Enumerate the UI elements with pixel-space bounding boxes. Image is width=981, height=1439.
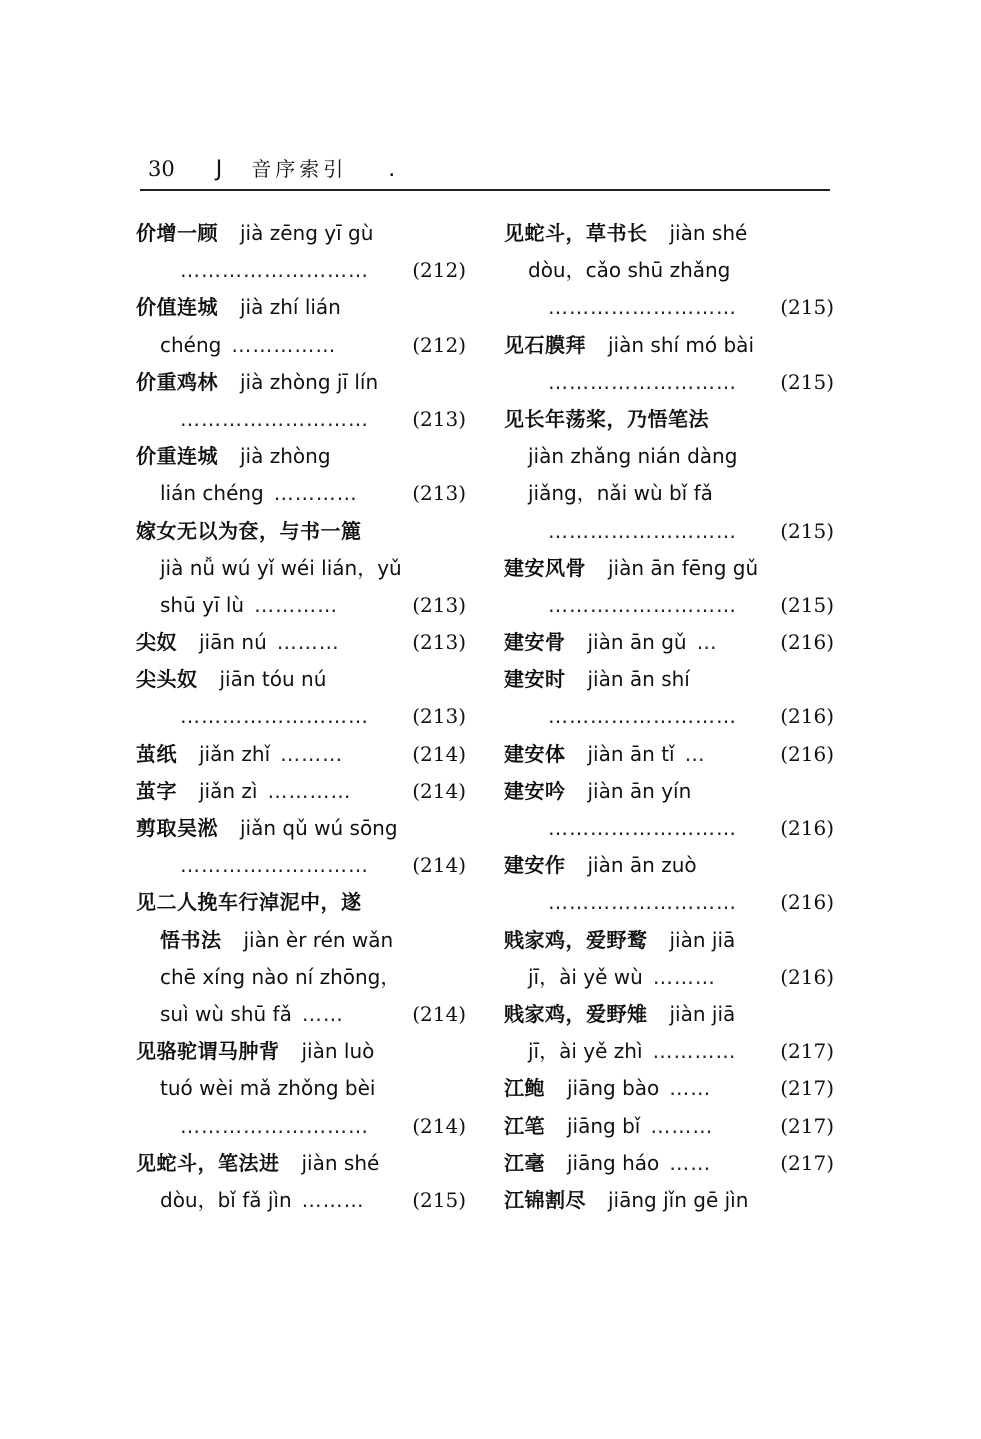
entry-line xyxy=(136,1070,466,1107)
entry-line xyxy=(504,364,834,401)
entry-headword: 建安体 xyxy=(504,741,566,766)
entry-pinyin: jiàn ān fēng gǔ xyxy=(608,555,759,580)
entry-line xyxy=(504,773,834,810)
entry-line xyxy=(136,1033,466,1070)
entry-line xyxy=(504,847,834,884)
entry-line xyxy=(136,810,466,847)
entry-headword: 贱家鸡，爱野鹜 xyxy=(504,927,648,952)
entry-headword: 江毫 xyxy=(504,1150,545,1175)
entry-pinyin: chē xíng nào ní zhōng， xyxy=(160,964,401,989)
leader-dots: ……………………… xyxy=(548,890,737,915)
leader-dots: ……………………… xyxy=(180,853,369,878)
entry-pinyin: jià zēng yī gù xyxy=(240,221,374,245)
entry-pinyin: jiǎng，nǎi wù bǐ fǎ xyxy=(528,481,713,506)
page-reference: (216) xyxy=(780,964,834,989)
entry-line xyxy=(136,475,466,512)
entry-headword: 建安吟 xyxy=(504,778,566,803)
entry-pinyin: shū yī lù xyxy=(160,592,245,617)
entry-line xyxy=(136,513,466,550)
entry-line xyxy=(136,847,466,884)
entry-line xyxy=(136,215,466,252)
entry-pinyin: jiāng bǐ xyxy=(567,1113,641,1138)
entry-pinyin: jiān nú xyxy=(199,630,267,655)
index-entry xyxy=(504,1070,834,1107)
index-entry xyxy=(136,884,466,1033)
page-reference: (214) xyxy=(412,1001,466,1026)
entry-pinyin: jiàn shí mó bài xyxy=(608,332,754,357)
entry-line xyxy=(136,736,466,773)
leader-dots: ……… xyxy=(652,964,716,989)
leader-dots: ………… xyxy=(273,481,358,506)
entry-headword: 贱家鸡，爱野雉 xyxy=(504,1001,648,1026)
index-entry xyxy=(504,773,834,847)
entry-line xyxy=(136,327,466,364)
entry-headword: 价重鸡林 xyxy=(136,369,218,394)
entry-pinyin: jiàn zhǎng nián dàng xyxy=(528,444,738,469)
entry-headword: 建安时 xyxy=(504,667,566,692)
page-reference: (213) xyxy=(412,406,466,431)
entry-line xyxy=(136,1108,466,1145)
page-reference: (214) xyxy=(412,741,466,766)
page-reference: (215) xyxy=(412,1187,466,1212)
entry-pinyin: jiàn ān gǔ xyxy=(587,630,687,655)
entry-line xyxy=(136,252,466,289)
entry-line xyxy=(504,884,834,921)
entry-headword: 茧纸 xyxy=(136,741,177,766)
entry-pinyin: jiǎn zhǐ xyxy=(199,741,271,766)
entry-headword: 悟书法 xyxy=(160,927,222,952)
entry-pinyin: jià zhòng xyxy=(240,444,331,469)
page-reference: (215) xyxy=(780,295,834,320)
page-reference: (213) xyxy=(412,704,466,729)
entry-pinyin: jī，ài yě zhì xyxy=(528,1039,643,1064)
leader-dots: ……… xyxy=(301,1187,365,1212)
entry-line xyxy=(136,1182,466,1219)
page-reference: (215) xyxy=(780,518,834,543)
entry-headword: 尖奴 xyxy=(136,630,177,655)
entry-pinyin: jià nǚ wú yǐ wéi lián，yǔ xyxy=(160,555,402,580)
page-reference: (217) xyxy=(780,1150,834,1175)
entry-line xyxy=(136,364,466,401)
index-entry xyxy=(504,661,834,735)
entry-line xyxy=(504,438,834,475)
page-reference: (217) xyxy=(780,1113,834,1138)
leader-dots: ……………………… xyxy=(180,1113,369,1138)
entry-line xyxy=(504,1070,834,1107)
leader-dots: ……………………… xyxy=(180,704,369,729)
index-entry xyxy=(136,624,466,661)
page-reference: (213) xyxy=(412,630,466,655)
entry-pinyin: jiàn ān shí xyxy=(587,667,690,692)
index-entry xyxy=(504,922,834,996)
entry-line xyxy=(136,550,466,587)
entry-line xyxy=(504,513,834,550)
section-letter: J xyxy=(215,157,223,182)
entry-pinyin: jiǎn zì xyxy=(199,778,258,803)
entry-pinyin: jiàn jiā xyxy=(669,927,736,952)
entry-line xyxy=(504,922,834,959)
entry-headword: 建安作 xyxy=(504,853,566,878)
entry-headword: 江笔 xyxy=(504,1113,545,1138)
entry-line xyxy=(136,401,466,438)
page-reference: (216) xyxy=(780,630,834,655)
entry-pinyin: jiàn ān tǐ xyxy=(587,741,675,766)
index-entry xyxy=(504,1182,834,1219)
leader-dots: ……………………… xyxy=(548,518,737,543)
leader-dots: ………… xyxy=(267,778,352,803)
page-reference: (215) xyxy=(780,369,834,394)
leader-dots: ……………………… xyxy=(548,704,737,729)
entry-line xyxy=(504,587,834,624)
entry-pinyin: jiàn èr rén wǎn xyxy=(243,927,394,952)
section-title: 音序索引 xyxy=(251,157,348,181)
leader-dots: ………… xyxy=(652,1039,737,1064)
entry-line xyxy=(504,550,834,587)
index-entry xyxy=(136,438,466,512)
entry-line xyxy=(136,922,466,959)
entry-pinyin: jī，ài yě wù xyxy=(528,964,643,989)
index-entry xyxy=(504,1108,834,1145)
entry-line xyxy=(504,289,834,326)
page-header xyxy=(148,152,395,187)
entry-pinyin: chéng xyxy=(160,332,222,357)
page-reference: (214) xyxy=(412,853,466,878)
entry-headword: 茧字 xyxy=(136,778,177,803)
leader-dots: …… xyxy=(301,1001,344,1026)
entry-line xyxy=(504,959,834,996)
entry-headword: 见二人挽车行淖泥中，遂 xyxy=(136,890,362,915)
entry-line xyxy=(504,698,834,735)
entry-line xyxy=(136,624,466,661)
entry-headword: 见石膜拜 xyxy=(504,332,586,357)
entry-pinyin: jiàn ān yín xyxy=(587,778,692,803)
page-reference: (216) xyxy=(780,890,834,915)
entry-line xyxy=(136,438,466,475)
index-entry xyxy=(136,661,466,735)
leader-dots: ……… xyxy=(276,630,340,655)
entry-line xyxy=(504,1182,834,1219)
entry-line xyxy=(136,773,466,810)
leader-dots: ……………………… xyxy=(180,258,369,283)
index-entry xyxy=(136,364,466,438)
index-entry xyxy=(504,215,834,327)
entry-line xyxy=(504,1108,834,1145)
entry-headword: 价重连城 xyxy=(136,444,218,469)
entry-line xyxy=(504,624,834,661)
entry-headword: 嫁女无以为奁，与书一簏 xyxy=(136,518,362,543)
entry-pinyin: jià zhí lián xyxy=(240,295,341,320)
page-reference: (215) xyxy=(780,592,834,617)
page-reference: (216) xyxy=(780,704,834,729)
leader-dots: ……………………… xyxy=(548,816,737,840)
leader-dots: …… xyxy=(669,1150,712,1175)
leader-dots: ……………………… xyxy=(548,295,737,320)
index-entry xyxy=(136,513,466,625)
entry-pinyin: jiāng jǐn gē jìn xyxy=(608,1187,749,1212)
index-entry xyxy=(504,401,834,550)
entry-pinyin: tuó wèi mǎ zhǒng bèi xyxy=(160,1076,376,1101)
page-reference: (214) xyxy=(412,1113,466,1138)
entry-line xyxy=(136,884,466,921)
entry-pinyin: jiàn ān zuò xyxy=(587,853,697,878)
entry-pinyin: dòu，bǐ fǎ jìn xyxy=(160,1187,292,1212)
entry-line xyxy=(504,996,834,1033)
index-entry xyxy=(504,736,834,773)
page-reference: (216) xyxy=(780,741,834,766)
index-entry xyxy=(136,289,466,363)
entry-headword: 剪取吴淞 xyxy=(136,816,218,840)
entry-line xyxy=(136,289,466,326)
leader-dots: ………… xyxy=(254,592,339,617)
entry-line xyxy=(136,996,466,1033)
index-entry xyxy=(136,1033,466,1145)
index-entry xyxy=(136,1145,466,1219)
index-entry xyxy=(136,215,466,289)
entry-line xyxy=(504,401,834,438)
index-entry xyxy=(136,810,466,884)
page-reference: (212) xyxy=(412,258,466,283)
index-entry xyxy=(504,1145,834,1182)
entry-line xyxy=(504,810,834,847)
entry-headword: 见骆驼谓马肿背 xyxy=(136,1039,280,1064)
entry-pinyin: jiàn luò xyxy=(301,1039,375,1064)
leader-dots: … xyxy=(684,741,706,766)
entry-pinyin: lián chéng xyxy=(160,481,264,506)
entry-line xyxy=(504,475,834,512)
entry-line xyxy=(504,327,834,364)
entry-headword: 价值连城 xyxy=(136,295,218,320)
entry-headword: 建安风骨 xyxy=(504,555,586,580)
leader-dots: ……… xyxy=(650,1113,714,1138)
leader-dots: ……………………… xyxy=(180,406,369,431)
entry-line xyxy=(504,252,834,289)
entry-line xyxy=(504,1033,834,1070)
entry-line xyxy=(136,661,466,698)
leader-dots: ……………………… xyxy=(548,369,737,394)
leader-dots: … xyxy=(696,630,718,655)
entry-headword: 价增一顾 xyxy=(136,221,218,245)
entry-pinyin: dòu，cǎo shū zhǎng xyxy=(528,258,731,283)
page-reference: (213) xyxy=(412,481,466,506)
entry-line xyxy=(136,698,466,735)
page-number: 30 xyxy=(148,157,175,181)
entry-line xyxy=(136,959,466,996)
entry-headword: 江锦割尽 xyxy=(504,1187,586,1212)
entry-pinyin: jià zhòng jī lín xyxy=(240,369,379,394)
page-reference: (214) xyxy=(412,778,466,803)
entry-pinyin: jiàn jiā xyxy=(669,1001,736,1026)
header-rule xyxy=(140,189,830,191)
entry-line xyxy=(136,1145,466,1182)
entry-pinyin: jiàn shé xyxy=(301,1150,380,1175)
entry-pinyin: jiǎn qǔ wú sōng xyxy=(240,816,398,840)
entry-pinyin: suì wù shū fǎ xyxy=(160,1001,292,1026)
leader-dots: …………… xyxy=(231,332,337,357)
entry-headword: 见蛇斗，笔法进 xyxy=(136,1150,280,1175)
right-column xyxy=(504,215,834,1219)
entry-headword: 江鲍 xyxy=(504,1076,545,1101)
entry-line xyxy=(504,1145,834,1182)
index-entry xyxy=(504,624,834,661)
page-reference: (213) xyxy=(412,592,466,617)
entry-headword: 建安骨 xyxy=(504,630,566,655)
entry-line xyxy=(504,661,834,698)
index-entry xyxy=(504,996,834,1070)
entry-pinyin: jiāng háo xyxy=(567,1150,660,1175)
entry-headword: 见蛇斗，草书长 xyxy=(504,221,648,245)
entry-pinyin: jiān tóu nú xyxy=(219,667,327,692)
entry-line xyxy=(504,736,834,773)
entry-headword: 见长年荡桨，乃悟笔法 xyxy=(504,406,709,431)
leader-dots: ……… xyxy=(280,741,344,766)
leader-dots: …… xyxy=(669,1076,712,1101)
header-mark: . xyxy=(388,157,396,182)
index-entry xyxy=(136,773,466,810)
index-entry xyxy=(504,847,834,921)
entry-headword: 尖头奴 xyxy=(136,667,198,692)
entry-line xyxy=(136,587,466,624)
entry-line xyxy=(504,215,834,252)
page-reference: (217) xyxy=(780,1039,834,1064)
page-reference: (217) xyxy=(780,1076,834,1101)
page-reference: (212) xyxy=(412,332,466,357)
page-reference: (216) xyxy=(780,816,834,840)
index-entry xyxy=(136,736,466,773)
index-entry xyxy=(504,550,834,624)
leader-dots: ……………………… xyxy=(548,592,737,617)
entry-pinyin: jiàn shé xyxy=(669,221,748,245)
index-entry xyxy=(504,327,834,401)
left-column xyxy=(136,215,466,1219)
entry-pinyin: jiāng bào xyxy=(567,1076,660,1101)
